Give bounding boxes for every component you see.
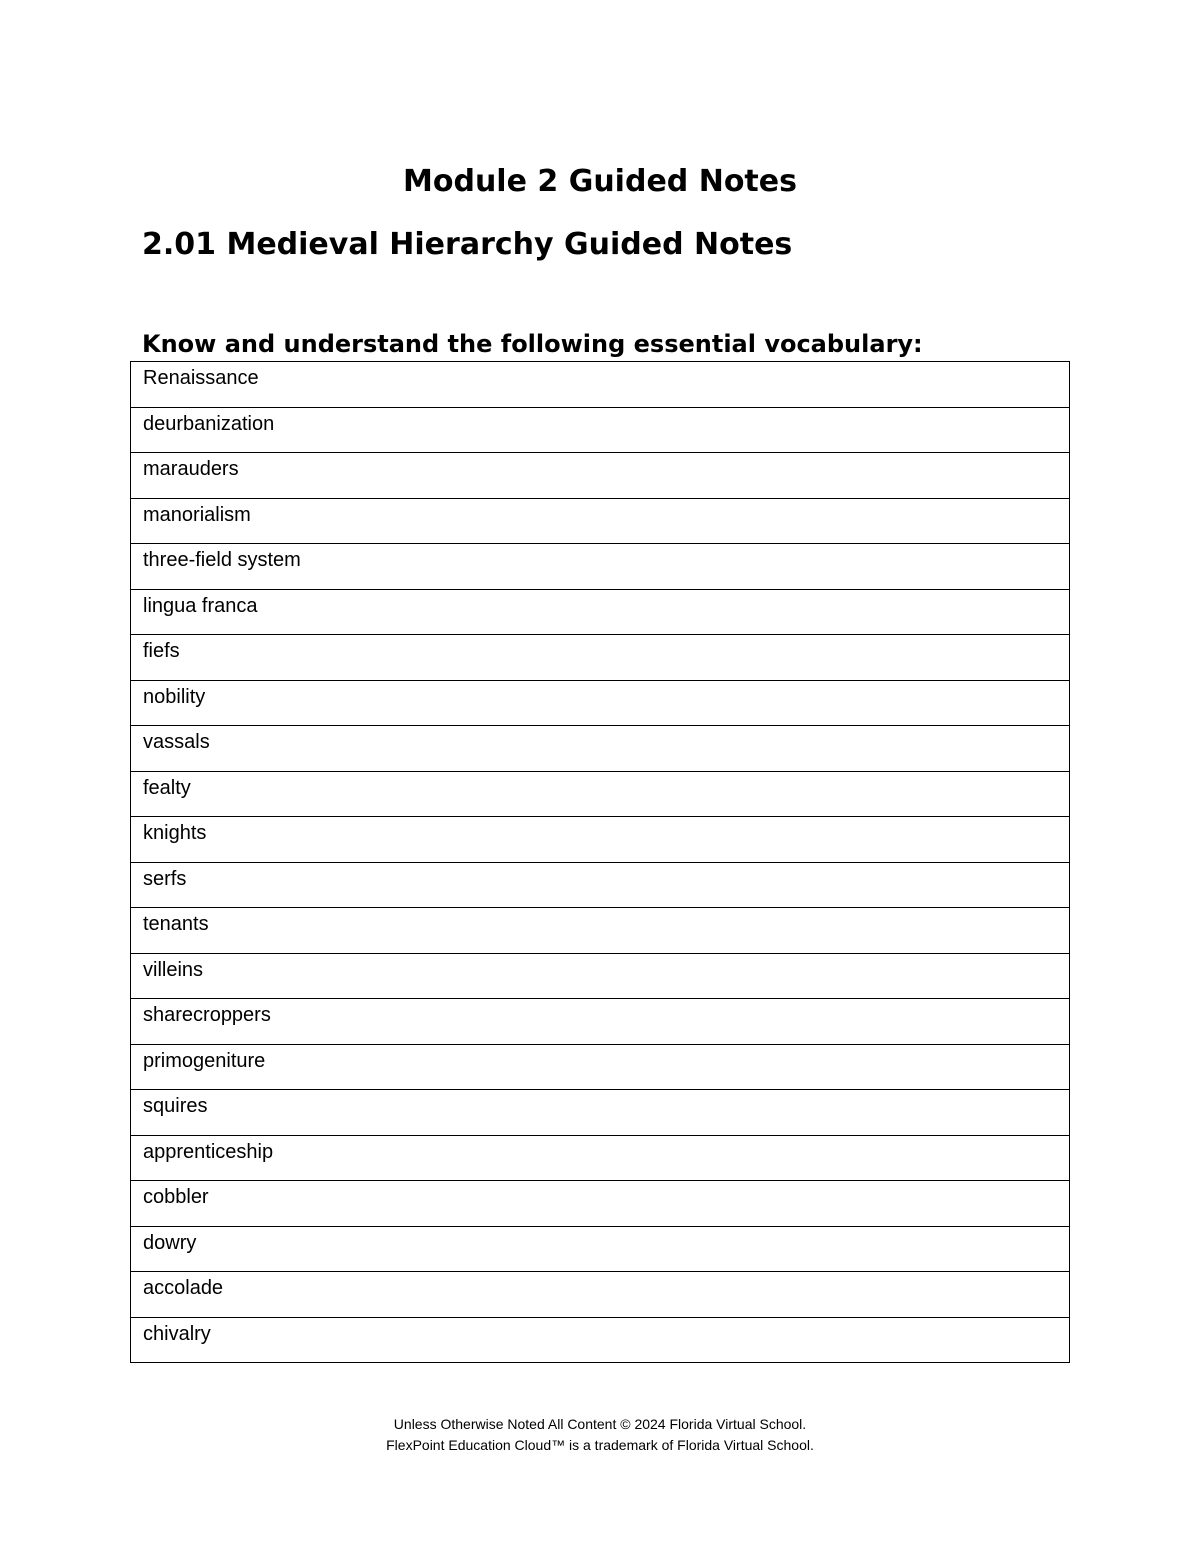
table-row [131, 453, 1070, 499]
vocabulary-table [130, 361, 1070, 1363]
table-row [131, 908, 1070, 954]
table-row [131, 1135, 1070, 1181]
table-row [131, 953, 1070, 999]
vocab-term: sharecroppers [131, 999, 1070, 1045]
table-row [131, 498, 1070, 544]
vocab-term: fiefs [131, 635, 1070, 681]
vocab-term: villeins [131, 953, 1070, 999]
table-row [131, 1090, 1070, 1136]
vocab-term: Renaissance [131, 362, 1070, 408]
table-row [131, 407, 1070, 453]
vocab-term: marauders [131, 453, 1070, 499]
vocab-term: knights [131, 817, 1070, 863]
table-row [131, 1226, 1070, 1272]
vocab-term: vassals [131, 726, 1070, 772]
table-row [131, 635, 1070, 681]
copyright-text: Unless Otherwise Noted All Content © 2024 Florida Virtual School. [393, 1416, 807, 1432]
table-row [131, 544, 1070, 590]
table-row [131, 362, 1070, 408]
vocab-term: primogeniture [131, 1044, 1070, 1090]
vocab-term: tenants [131, 908, 1070, 954]
vocab-term: nobility [131, 680, 1070, 726]
table-row [131, 1181, 1070, 1227]
vocab-term: serfs [131, 862, 1070, 908]
table-row [131, 817, 1070, 863]
vocab-term: cobbler [131, 1181, 1070, 1227]
vocab-term: manorialism [131, 498, 1070, 544]
vocab-term: dowry [131, 1226, 1070, 1272]
vocab-term: deurbanization [131, 407, 1070, 453]
table-row [131, 862, 1070, 908]
vocabulary-heading: Know and understand the following essential vocabulary: [142, 330, 923, 358]
vocab-term: squires [131, 1090, 1070, 1136]
table-row [131, 999, 1070, 1045]
vocab-term: lingua franca [131, 589, 1070, 635]
table-row [131, 726, 1070, 772]
page-footer [0, 1414, 1200, 1456]
table-row [131, 680, 1070, 726]
table-row [131, 1044, 1070, 1090]
vocab-term: chivalry [131, 1317, 1070, 1363]
vocab-term: accolade [131, 1272, 1070, 1318]
vocab-term: apprenticeship [131, 1135, 1070, 1181]
page-title: Module 2 Guided Notes [403, 164, 797, 199]
vocab-term: fealty [131, 771, 1070, 817]
table-row [131, 1272, 1070, 1318]
table-row [131, 589, 1070, 635]
trademark-text: FlexPoint Education Cloud™ is a trademark of Florida Virtual School. [386, 1437, 814, 1453]
section-title: 2.01 Medieval Hierarchy Guided Notes [142, 227, 793, 262]
table-row [131, 1317, 1070, 1363]
table-row [131, 771, 1070, 817]
vocab-term: three-field system [131, 544, 1070, 590]
